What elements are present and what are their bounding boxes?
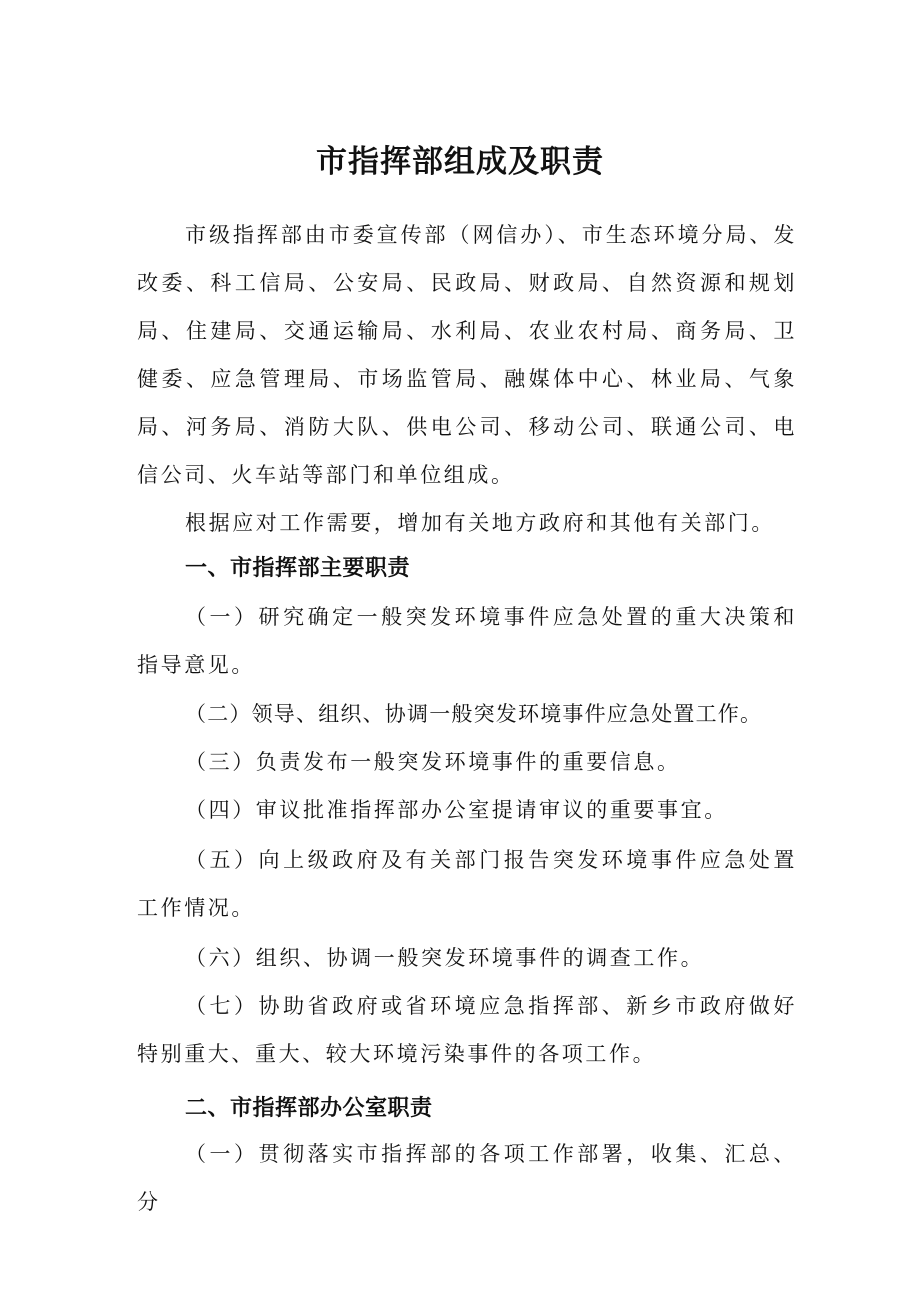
section-2-item-1: （一）贯彻落实市指挥部的各项工作部署，收集、汇总、分	[137, 1142, 797, 1214]
section-1-item-5: （五）向上级政府及有关部门报告突发环境事件应急处置工作情况。	[137, 848, 797, 920]
section-1-heading: 一、市指挥部主要职责	[185, 556, 411, 581]
section-1-item-1: （一）研究确定一般突发环境事件应急处置的重大决策和指导意见。	[137, 605, 797, 677]
section-1-item-6: （六）组织、协调一般突发环境事件的调查工作。	[185, 946, 705, 970]
section-1-item-4: （四）审议批准指挥部办公室提请审议的重要事宜。	[185, 798, 728, 822]
intro-note: 根据应对工作需要，增加有关地方政府和其他有关部门。	[185, 511, 775, 535]
section-1-item-3: （三）负责发布一般突发环境事件的重要信息。	[185, 750, 681, 774]
section-2-heading: 二、市指挥部办公室职责	[185, 1096, 433, 1121]
intro-paragraph: 市级指挥部由市委宣传部（网信办）、市生态环境分局、发改委、科工信局、公安局、民政局、财政局、自然资源和规划局、住建局、交通运输局、水利局、农业农村局、商务局、卫健委、应急管理局、市场监管局、融媒体中心、林业局、气象局、河务局、消防大队、供电公司、移动公司、联通公司、电信公司、火车站等部门和单位组成。	[137, 223, 797, 487]
section-1-item-7: （七）协助省政府或省环境应急指挥部、新乡市政府做好特别重大、重大、较大环境污染事件的各项工作。	[137, 994, 797, 1066]
page-title: 市指挥部组成及职责	[316, 144, 604, 180]
section-1-item-2: （二）领导、组织、协调一般突发环境事件应急处置工作。	[185, 702, 763, 726]
